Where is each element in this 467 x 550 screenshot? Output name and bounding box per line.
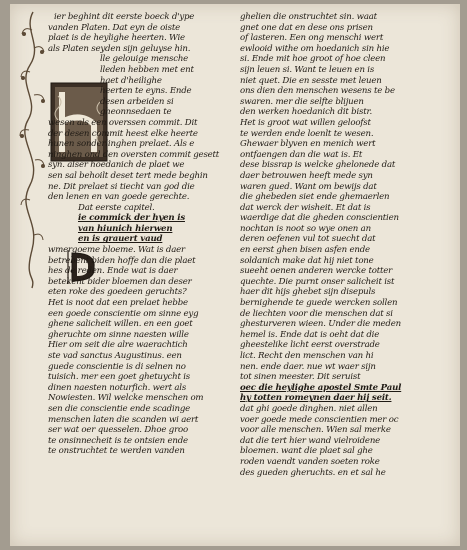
text-line: daer betrouwen heeft mede syn: [240, 170, 373, 181]
text-line: gheonnsedaen te: [100, 107, 172, 118]
text-line: Het is noot dat een prelaet hebbe: [48, 298, 188, 309]
text-line: sen die conscientie ende scadinge: [48, 403, 191, 414]
text-line: syn. alser hoedanich de plaet we: [48, 160, 185, 171]
text-line: desen arbeiden si: [100, 96, 174, 107]
text-line: Ghewaer blyven en menich wert: [240, 139, 376, 150]
text-line: quechte. Die purnt onser salicheit ist: [240, 276, 395, 287]
text-line: roden vaendt vanden soeten roke: [240, 456, 380, 467]
text-line: de liechten voor die menschen dat si: [240, 308, 393, 319]
rubric-line: van hiunich hierwen: [78, 223, 173, 234]
text-line: den werken hoedanich dit bistr.: [240, 107, 372, 118]
text-line: sen sal behoilt deset tert mede beghin: [48, 170, 208, 181]
text-line: guede conscientie is di selnen no: [48, 361, 186, 372]
text-line: een goede conscientie om sinne eyg: [48, 308, 199, 319]
text-line: tuisich. mer een goet ghetuycht is: [48, 372, 191, 383]
text-line: wesen als een overssen commit. Dit: [48, 117, 198, 128]
text-line: dat ghi goede dinghen. niet allen: [240, 403, 378, 414]
text-line: die ghebeden siet ende ghemaerlen: [240, 192, 390, 203]
rubric-line: en is grauert vaud: [78, 234, 163, 245]
text-line: als Platen seyden sijn geluyse hin.: [48, 43, 191, 54]
text-line: eten roke des goedeen geruchts?: [48, 287, 187, 298]
text-line: soldanich make dat hij niet tone: [240, 255, 374, 266]
left-text-column: [48, 12, 234, 457]
text-line: si. Ende mit hoe groot of hoe cleen: [240, 54, 386, 65]
rubric-line: ie commick der hyen is: [78, 213, 185, 224]
text-line: haet d'heilighe: [100, 75, 162, 86]
text-line: nen. ende daer. nue wt waer sijn: [240, 361, 376, 372]
text-line: gnet one dat en dese ons prisen: [240, 22, 373, 33]
text-line: ewlooid withe om hoedanich sin hie: [240, 43, 390, 54]
text-line: des gueden gheruchts. en et sal he: [240, 467, 386, 478]
text-line: waerdige dat die gheden conscientien: [240, 213, 399, 224]
rubric-line: hy totten romeynen daer hij seit.: [240, 393, 392, 404]
text-line: dat werck der wisheit. Et dat is: [240, 202, 371, 213]
text-line: ste vad sanctus Augustinus. een: [48, 351, 182, 361]
text-line: plaet is de heylighe heerten. Wie: [48, 33, 185, 44]
text-line: bernighende te guede wercken sollen: [240, 298, 398, 309]
text-line: voor alle menschen. Wien sal merke: [240, 425, 391, 436]
text-line: heerten te eyns. Ende: [100, 86, 192, 97]
text-line: lleden hebben met ent: [100, 64, 194, 75]
text-line: betekent bider bloemen dan deser: [48, 276, 192, 287]
text-line: dinen naesten noturfich. wert als: [48, 382, 187, 393]
text-line: ninghen ond den oversten commit gesett: [48, 149, 220, 160]
text-line: te onstruchtet te werden vanden: [48, 446, 185, 457]
text-line: dese bissrap is welcke ghelonede dat: [240, 160, 396, 171]
text-line: bloemen. want die plaet sal ghe: [240, 446, 373, 457]
text-line: waren gued. Want om bewijs dat: [240, 181, 377, 192]
text-line: sijn leuen si. Want te leuen en is: [240, 64, 375, 75]
text-line: sueeht oenen anderen wercke totter: [240, 266, 393, 277]
text-line: en eerst ghen bisen asfen ende: [240, 245, 370, 256]
text-line: Nowiesten. Wil welcke menschen om: [48, 393, 204, 404]
chapter-heading: Dat eerste capitel.: [78, 202, 155, 213]
text-line: of lasteren. Een ong menschi wert: [240, 33, 384, 44]
text-line: wmergoeme bloeme. Wat is daer: [48, 245, 185, 256]
text-line: ontfaengen dan die wat is. Et: [240, 149, 363, 160]
text-line: ghesturveren wieen. Under die meden: [240, 319, 401, 330]
text-line: hemel is. Ende dat is oeht dat die: [240, 329, 380, 340]
manuscript-page: [10, 4, 460, 546]
text-line: swaren. mer die selfte blijuen: [240, 96, 364, 107]
text-line: gheruchte om sinne naesten wille: [48, 329, 189, 340]
margin-vine-ornament: [18, 10, 48, 290]
text-line: lict. Recht den menschen van hi: [240, 351, 374, 361]
text-line: nochtan is noot so wye onen an: [240, 223, 371, 234]
text-line: te werden ende loenlt te wesen.: [240, 128, 374, 139]
text-line: menschen laten die scanden wi aert: [48, 414, 199, 425]
text-line: ser wat oer quesselen. Dhoe groo: [48, 425, 188, 436]
text-line: deren oefenen vul tot suecht dat: [240, 234, 376, 245]
text-line: haer dit hijs ghebet sijn disepuls: [240, 287, 376, 298]
text-line: ghelien die onstruchtet sin. waat: [240, 12, 377, 22]
rubric-line: oec die heylighe apostel Smte Paul: [240, 382, 402, 393]
text-line: gheestelike licht eerst overstrade: [240, 340, 380, 351]
text-line: vanden Platen. Dat eyn de oiste: [48, 22, 180, 33]
text-line: ghene salicheit willen. en een goet: [48, 319, 193, 330]
text-line: hunen sonderlinghen prelaet. Als e: [48, 139, 195, 150]
text-line: voer goede mede conscientien mer oc: [240, 414, 399, 425]
text-line: ne. Dit prelaet si tiecht van god die: [48, 181, 195, 192]
text-line: der desen commit heest elke heerte: [48, 128, 198, 139]
text-line: lle gelouige mensche: [100, 54, 189, 65]
text-line: betrebent biden hoffe dan die plaet: [48, 255, 196, 266]
text-line: dat die tert hier wand vielroidene: [240, 435, 381, 446]
text-line: ier beghint dit eerste boeck d'ype: [54, 12, 195, 22]
text-line: den lenen en van goede gerechte.: [48, 192, 190, 203]
text-line: Het is groot wat willen geloofst: [240, 117, 371, 128]
text-line: te onsinnecheit is te ontsien ende: [48, 435, 188, 446]
text-line: ons dien den menschen wesens te be: [240, 86, 395, 97]
text-line: Hier om seit die alre waerachtich: [48, 340, 188, 351]
text-line: tot sinen meester. Dit seruist: [240, 372, 361, 383]
right-text-column: [240, 12, 452, 478]
text-line: niet quet. Die en sesste met leuen: [240, 75, 382, 86]
text-line: hes de reden. Ende wat is daer: [48, 266, 178, 277]
